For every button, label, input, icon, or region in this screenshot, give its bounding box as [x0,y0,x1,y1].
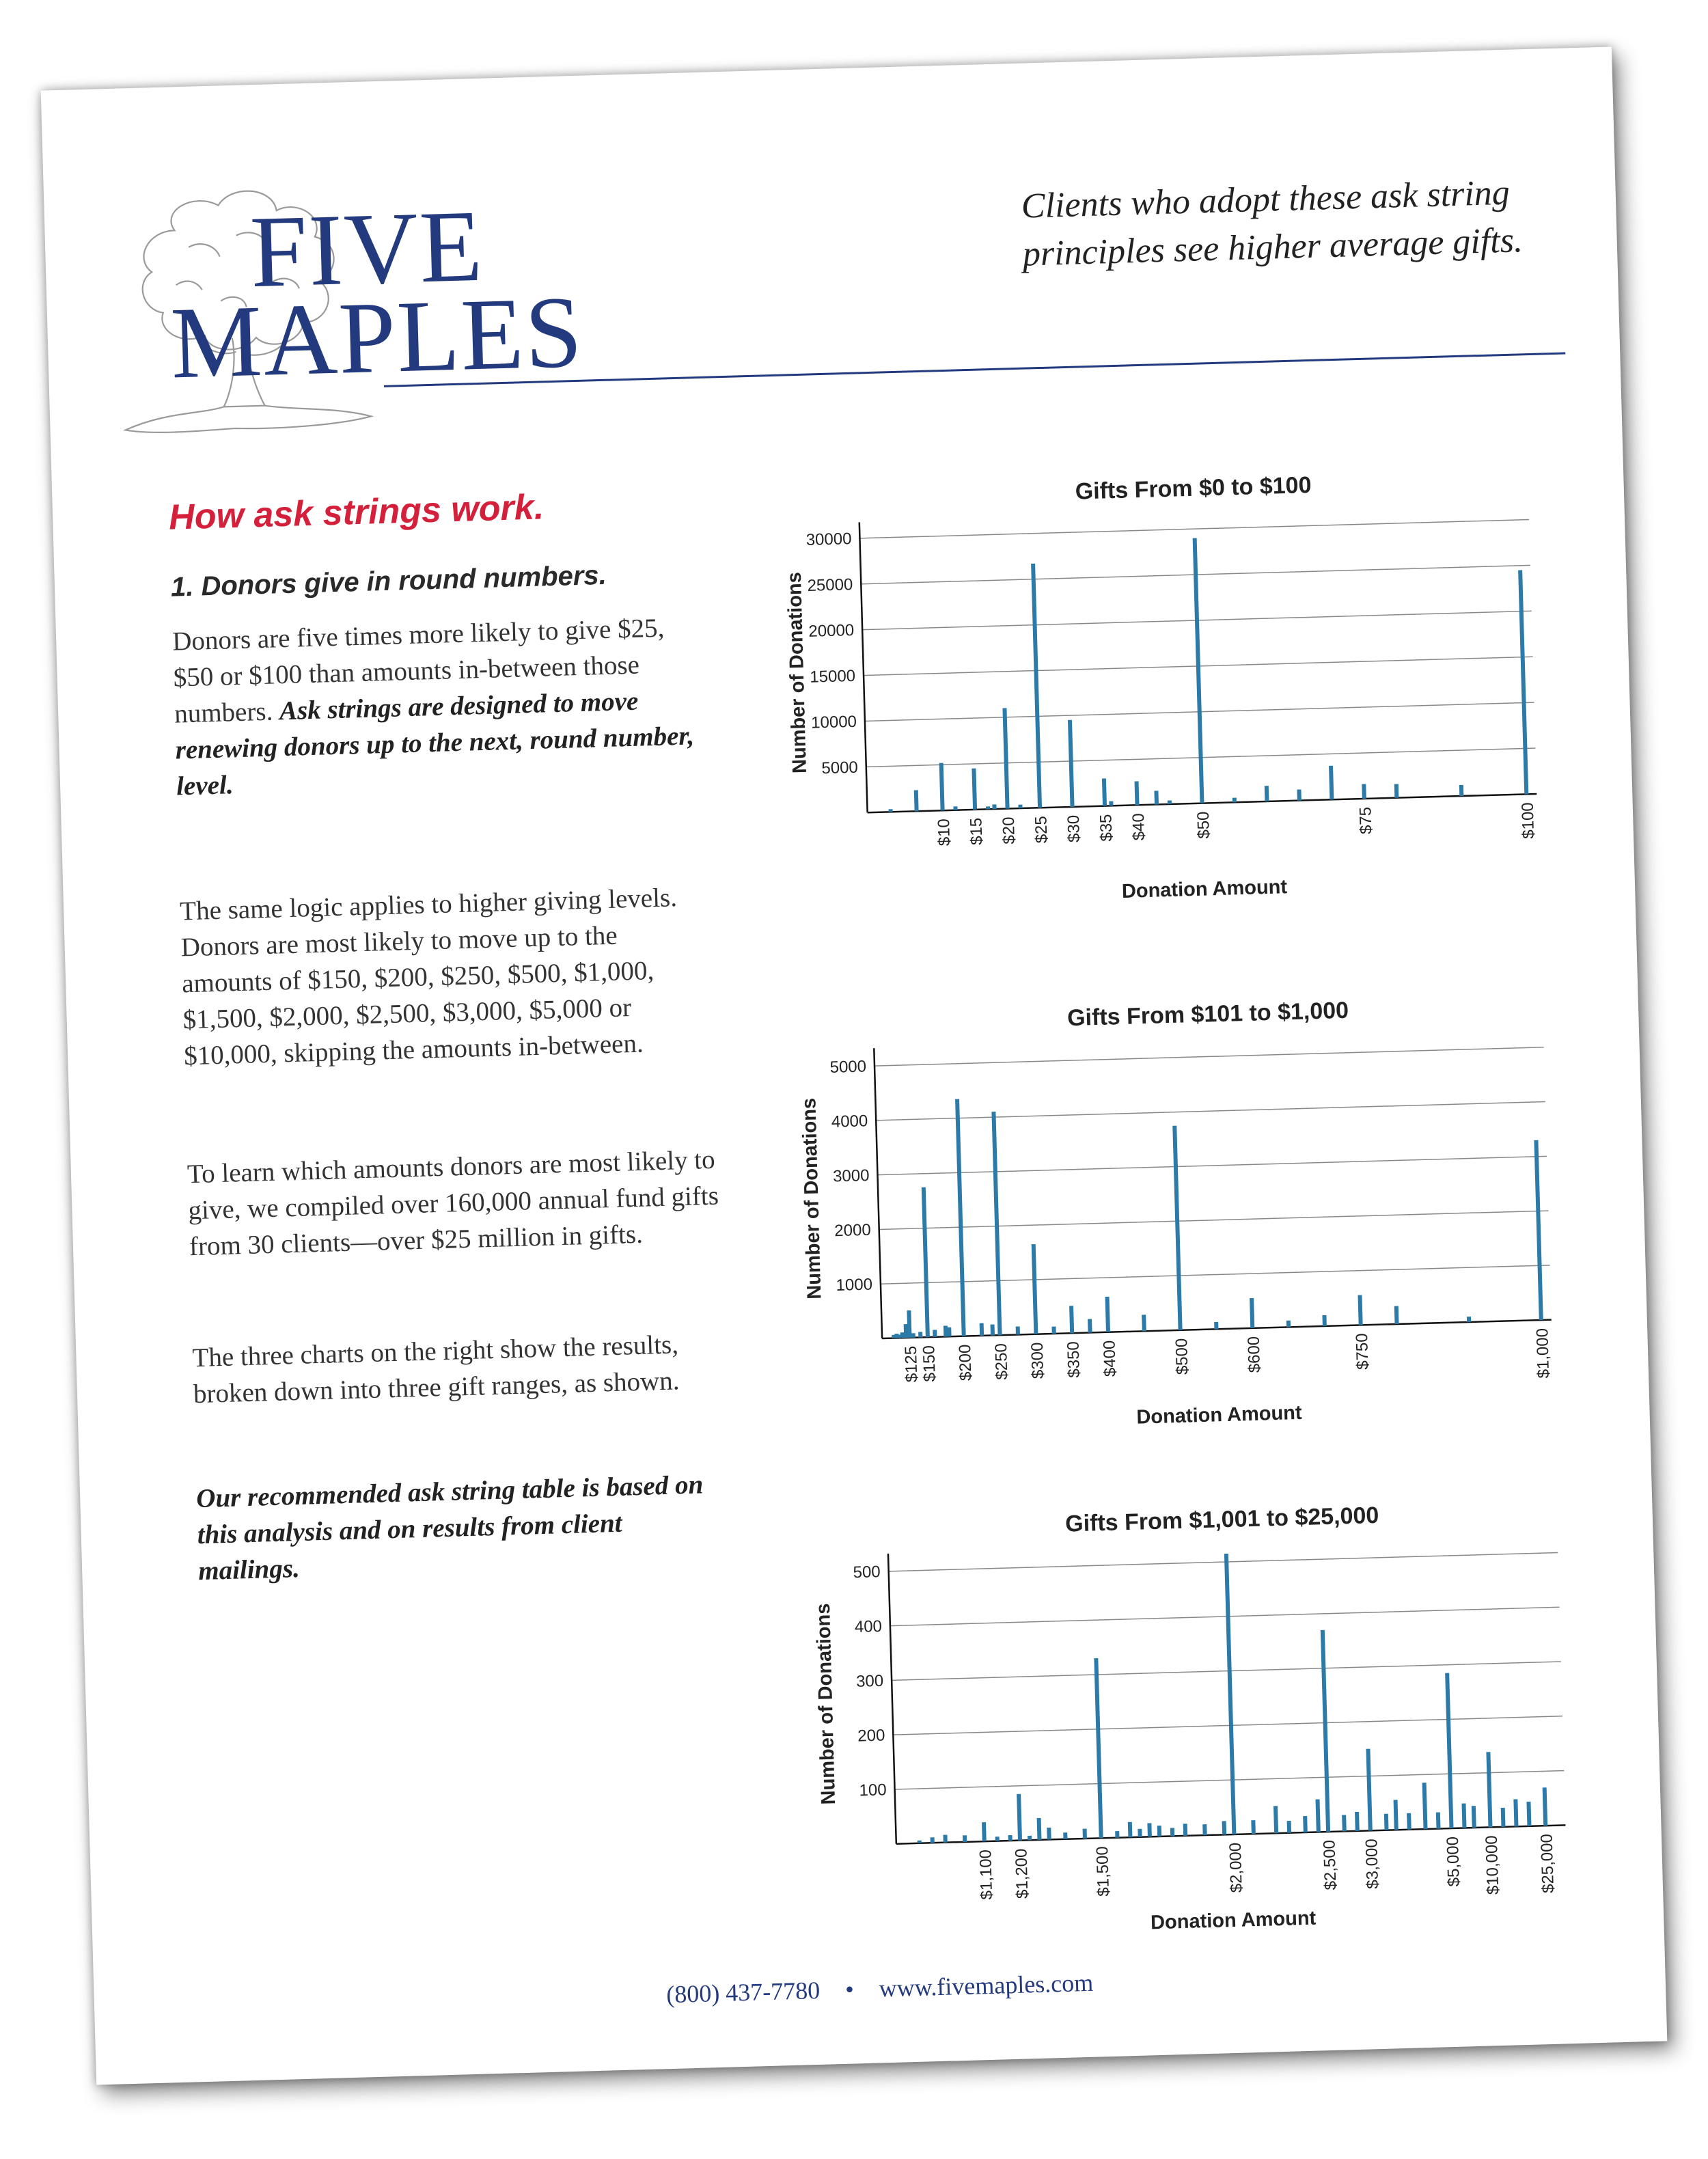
bar [1297,790,1301,801]
bar [1394,1306,1399,1324]
y-tick-label: 1000 [836,1275,873,1295]
bar [953,806,957,810]
gridline [874,1047,1544,1066]
logo-word-maples: MAPLES [169,275,585,400]
x-tick-label: $3,000 [1362,1838,1383,1890]
bar [897,1334,901,1338]
paragraph-round-numbers-emphasis: Ask strings are designed to move renewing donors up to the next, round number, level. [175,686,695,801]
bar [1016,1326,1020,1334]
x-tick-label: $15 [967,817,987,846]
y-tick-label: 400 [854,1617,883,1637]
bar [1202,1824,1207,1835]
bar [947,1328,951,1337]
gridline [889,1552,1558,1571]
bar [1513,1799,1518,1826]
y-axis [874,1048,882,1338]
y-tick-label: 10000 [810,712,857,732]
bar [1232,798,1237,803]
x-tick-label: $50 [1194,811,1213,839]
bar [1037,1818,1042,1840]
bar [986,806,990,809]
bar [1002,708,1009,808]
bar [1394,1800,1399,1830]
logo-word-five: FIVE [249,189,485,310]
footer-separator: • [844,1975,855,2003]
paragraph-round-numbers [172,609,710,805]
gridline [879,1211,1549,1229]
bar [1157,1826,1161,1837]
bar [991,1324,995,1335]
y-axis [888,1554,896,1844]
bar [900,1332,905,1338]
gridline [877,1156,1547,1174]
bar [1518,570,1528,794]
y-tick-label: 30000 [805,530,852,550]
bar [1222,1821,1227,1834]
bar [918,1332,922,1337]
x-tick-label: $2,000 [1226,1842,1246,1893]
bar [1422,1783,1428,1829]
footer-phone: (800) 437-7780 [665,1976,821,2009]
sub-heading: 1. Donors give in round numbers. [170,560,607,603]
chart-gifts-101-1000 [784,985,1582,1457]
bar [1128,1822,1133,1838]
y-tick-label: 5000 [821,758,859,778]
chart-title: Gifts From $0 to $100 [1075,471,1312,505]
x-tick-label: $125 [901,1345,922,1383]
x-tick-label: $250 [991,1343,1012,1380]
bar [1154,790,1159,804]
bar [918,1841,922,1843]
y-axis-label: Number of Donations [783,571,812,774]
x-tick-label: $1,200 [1012,1848,1032,1899]
bar [1051,1327,1056,1334]
bar [1135,781,1140,805]
bar [922,1187,930,1338]
footer-website-link[interactable]: www.fivemaples.com [879,1968,1094,2003]
x-tick-label: $5,000 [1443,1836,1463,1887]
y-tick-label: 500 [853,1563,881,1582]
bar [1407,1813,1411,1830]
bar [911,1333,915,1338]
x-tick-label: $200 [956,1344,976,1381]
x-tick-label: $10 [934,818,954,847]
bar [1109,801,1113,806]
bar [1224,1554,1236,1834]
bar [1193,538,1204,803]
bar [995,1837,1000,1841]
bar [955,1099,966,1336]
x-tick-label: $350 [1064,1340,1084,1378]
bar [1394,784,1399,798]
bar [1303,1816,1308,1832]
gridline [881,1265,1550,1284]
bar [1138,1829,1142,1837]
paragraph-higher-levels: The same logic applies to higher giving levels. Donors are most likely to move up to the amounts of $150, $200, $250, $500, $1,000, $1,500, $2,000, $2,500, $3,000, $5,000 or $10,000, skipping the amounts in-between. [179,883,678,1071]
brochure-page [41,46,1668,2085]
gridline [892,1662,1561,1680]
bar [1017,1794,1022,1841]
bar [1083,1829,1087,1839]
x-tick-label: $400 [1100,1340,1120,1377]
gridline [895,1771,1565,1789]
bar [1355,1812,1360,1831]
gridline [876,1102,1545,1120]
bar [914,790,919,811]
paragraph-round-numbers-text: Donors are five times more likely to give $25, $50 or $100 than amounts in-between those numbers. [171,613,665,729]
bar [931,1837,935,1843]
bar [992,804,996,809]
x-tick-label: $2,500 [1320,1839,1340,1890]
bar [1501,1808,1506,1827]
bar [1534,1140,1543,1320]
paragraph-charts-intro: The three charts on the right show the results, broken down into three gift ranges, as shown. [191,1330,680,1409]
bar [1250,1298,1254,1328]
bar [1170,1828,1174,1836]
bar [1063,1832,1067,1839]
x-tick-label: $10,000 [1482,1835,1503,1895]
bar [1183,1824,1187,1836]
bar [1322,1315,1326,1326]
chart-title: Gifts From $1,001 to $25,000 [1064,1502,1379,1537]
gridline [893,1716,1562,1735]
bar [1069,1306,1074,1333]
bar [1287,1821,1291,1833]
bar [1147,1823,1152,1837]
bar [963,1835,967,1842]
y-tick-label: 100 [859,1780,887,1800]
paragraph-recommendation: Our recommended ask string table is based on this analysis and on results from client mailings. [195,1470,704,1586]
bar [1172,1126,1182,1330]
y-tick-label: 4000 [831,1112,868,1131]
x-tick-label: $30 [1064,814,1084,843]
bar [1102,778,1107,806]
bar [1286,1321,1291,1328]
chart-gifts-1001-25000 [798,1489,1596,1962]
bar [1366,1749,1372,1831]
chart-title: Gifts From $101 to $1,000 [1066,997,1349,1032]
bar [1543,1787,1548,1826]
section-heading: How ask strings work. [168,487,545,538]
bar [1358,1295,1362,1325]
y-axis-label: Number of Donations [812,1603,840,1805]
bar [1115,1831,1119,1838]
bar [933,1330,937,1337]
chart-svg-101-1000 [784,985,1582,1457]
left-column [168,482,731,1589]
bar [1031,564,1042,808]
x-tick-label: $500 [1172,1338,1192,1375]
bar [1068,720,1075,807]
bar [1472,1806,1476,1828]
bar [943,1834,947,1842]
paragraph-methodology: To learn which amounts donors are most likely to give, we compiled over 160,000 annual fund gifts from 30 clients—over $25 million in gifts. [187,1144,719,1262]
y-tick-label: 300 [855,1671,884,1691]
x-tick-label: $150 [920,1345,939,1382]
x-tick-label: $1,000 [1533,1328,1554,1379]
tagline: Clients who adopt these ask string principles see higher average gifts. [1021,173,1524,274]
bar [1436,1813,1441,1829]
x-tick-label: $25,000 [1537,1833,1558,1894]
bar [1214,1322,1218,1330]
x-axis-label: Donation Amount [1121,876,1288,903]
gridline [859,519,1529,538]
bar [1342,1815,1347,1831]
y-axis-label: Number of Donations [798,1097,826,1300]
y-tick-label: 25000 [807,575,853,595]
bar [972,769,977,810]
bar [1088,1319,1092,1332]
x-tick-label: $300 [1028,1342,1048,1379]
bar [980,1323,984,1336]
x-tick-label: $1,100 [976,1849,997,1900]
bar [1251,1820,1256,1834]
chart-gifts-0-100 [769,458,1567,931]
x-axis-label: Donation Amount [1136,1401,1302,1429]
bar [1315,1800,1320,1832]
bar [1142,1315,1146,1331]
bar [1032,1244,1038,1334]
gridline [890,1607,1560,1625]
bar [982,1822,987,1841]
x-tick-label: $600 [1244,1336,1265,1373]
bar [907,1310,911,1338]
bar [1047,1828,1051,1840]
x-tick-label: $100 [1518,801,1539,840]
bar [1486,1752,1492,1827]
y-tick-label: 2000 [834,1220,872,1241]
bar [1329,766,1334,800]
bar [1526,1802,1531,1826]
bar [1008,1835,1013,1841]
bar [1461,1804,1466,1828]
chart-svg-0-100 [769,458,1567,931]
bar [1467,1317,1471,1322]
bar [889,809,893,812]
y-tick-label: 15000 [809,666,856,687]
bar [1265,786,1269,801]
x-tick-label: $1,500 [1093,1845,1114,1897]
y-tick-label: 5000 [829,1057,867,1077]
bar [991,1112,1002,1335]
y-axis [859,522,868,812]
x-tick-label: $750 [1353,1333,1373,1371]
y-tick-label: 3000 [832,1166,870,1186]
bar [1459,785,1463,796]
bar [939,763,945,811]
bar [1018,805,1022,809]
x-tick-label: $75 [1356,806,1376,835]
bar [1362,784,1366,799]
x-axis-label: Donation Amount [1150,1907,1317,1934]
bar [1168,801,1172,805]
footer-contact [94,1952,1666,2024]
y-tick-label: 200 [857,1726,885,1746]
bar [1094,1658,1103,1838]
bar [1273,1806,1278,1833]
x-tick-label: $40 [1129,812,1148,841]
bar [1028,1836,1032,1841]
chart-svg-1001-25000 [798,1489,1596,1962]
bar [1445,1673,1453,1829]
x-tick-label: $20 [999,816,1019,844]
bar [1321,1630,1330,1832]
y-tick-label: 20000 [808,621,855,641]
x-tick-label: $35 [1097,814,1116,842]
bar [1384,1814,1389,1830]
bar [1105,1297,1110,1332]
five-maples-logo [92,171,591,458]
x-tick-label: $25 [1032,815,1051,844]
